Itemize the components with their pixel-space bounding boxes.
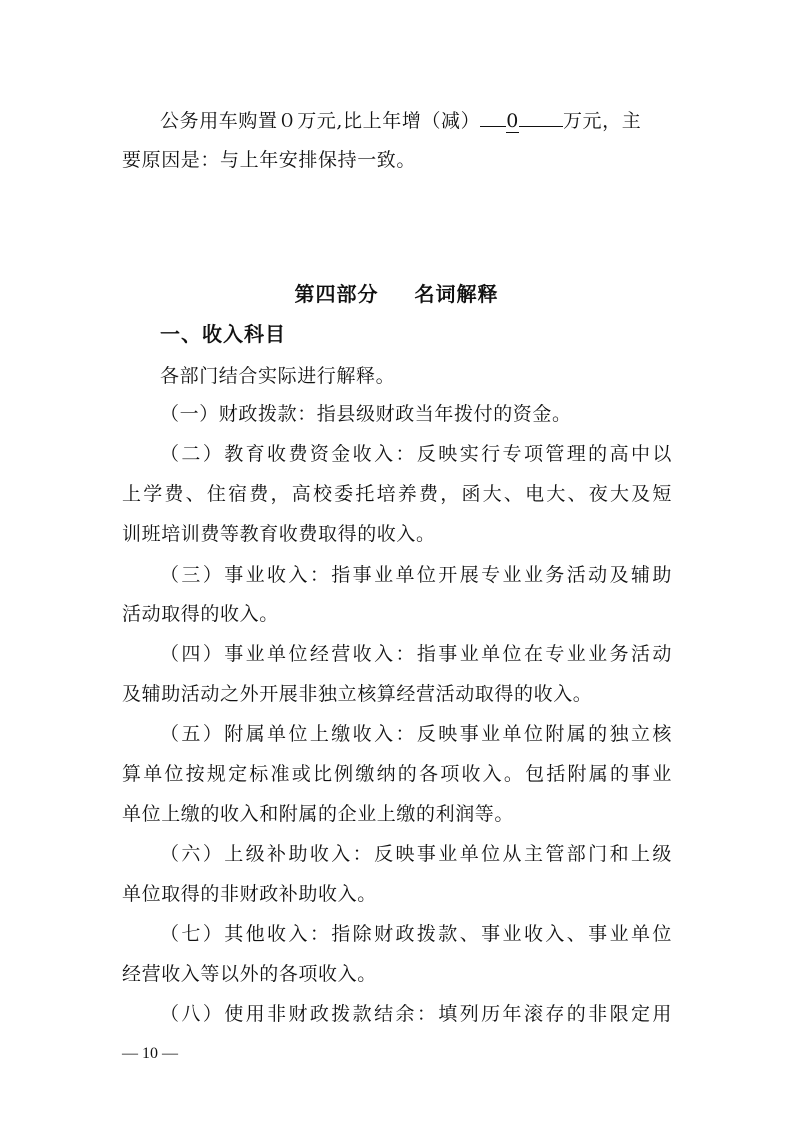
vehicle-purchase-line-1 — [160, 104, 672, 134]
paragraph-line: 及辅助活动之外开展非独立核算经营活动取得的收入。 — [122, 683, 593, 705]
subsection-heading: 一、收入科目 — [160, 322, 286, 346]
paragraph-line: （八）使用非财政拨款结余：填列历年滚存的非限定用 — [160, 1003, 672, 1025]
blank-underline-left — [480, 104, 506, 127]
section-heading — [0, 279, 793, 309]
paragraph-line: （七）其他收入：指除财政拨款、事业收入、事业单位 — [160, 923, 672, 945]
paragraph-line: 经营收入等以外的各项收入。 — [122, 963, 377, 985]
paragraph-line: 各部门结合实际进行解释。 — [160, 365, 396, 387]
paragraph-line: 训班培训费等教育收费取得的收入。 — [122, 523, 436, 545]
paragraph-line: （六）上级补助收入：反映事业单位从主管部门和上级 — [160, 843, 672, 865]
vehicle-text-before: 公务用车购置０万元,比上年增（减） — [160, 110, 481, 132]
paragraph-line: （五）附属单位上缴收入：反映事业单位附属的独立核 — [160, 723, 672, 745]
paragraph-line: 上学费、住宿费，高校委托培养费，函大、电大、夜大及短 — [122, 483, 672, 505]
blank-value: 0 — [506, 110, 519, 132]
paragraph-line: 单位取得的非财政补助收入。 — [122, 883, 377, 905]
page-number: — 10 — — [122, 1045, 178, 1062]
paragraph-line: 算单位按规定标准或比例缴纳的各项收入。包括附属的事业 — [122, 763, 672, 785]
paragraph-line: （一）财政拨款：指县级财政当年拨付的资金。 — [160, 403, 572, 425]
paragraph-line: 单位上缴的收入和附属的企业上缴的利润等。 — [122, 803, 515, 825]
vehicle-text-after: 万元，主 — [562, 110, 642, 132]
paragraph-line: （四）事业单位经营收入：指事业单位在专业业务活动 — [160, 643, 672, 665]
blank-underline-right — [519, 104, 563, 127]
paragraph-line: 活动取得的收入。 — [122, 603, 279, 625]
vehicle-purchase-line-2: 要原因是：与上年安排保持一致。 — [122, 149, 417, 171]
section-title: 名词解释 — [414, 282, 499, 306]
paragraph-line: （三）事业收入：指事业单位开展专业业务活动及辅助 — [160, 564, 672, 586]
section-part: 第四部分 — [294, 282, 379, 306]
paragraph-line: （二）教育收费资金收入：反映实行专项管理的高中以 — [160, 443, 672, 465]
